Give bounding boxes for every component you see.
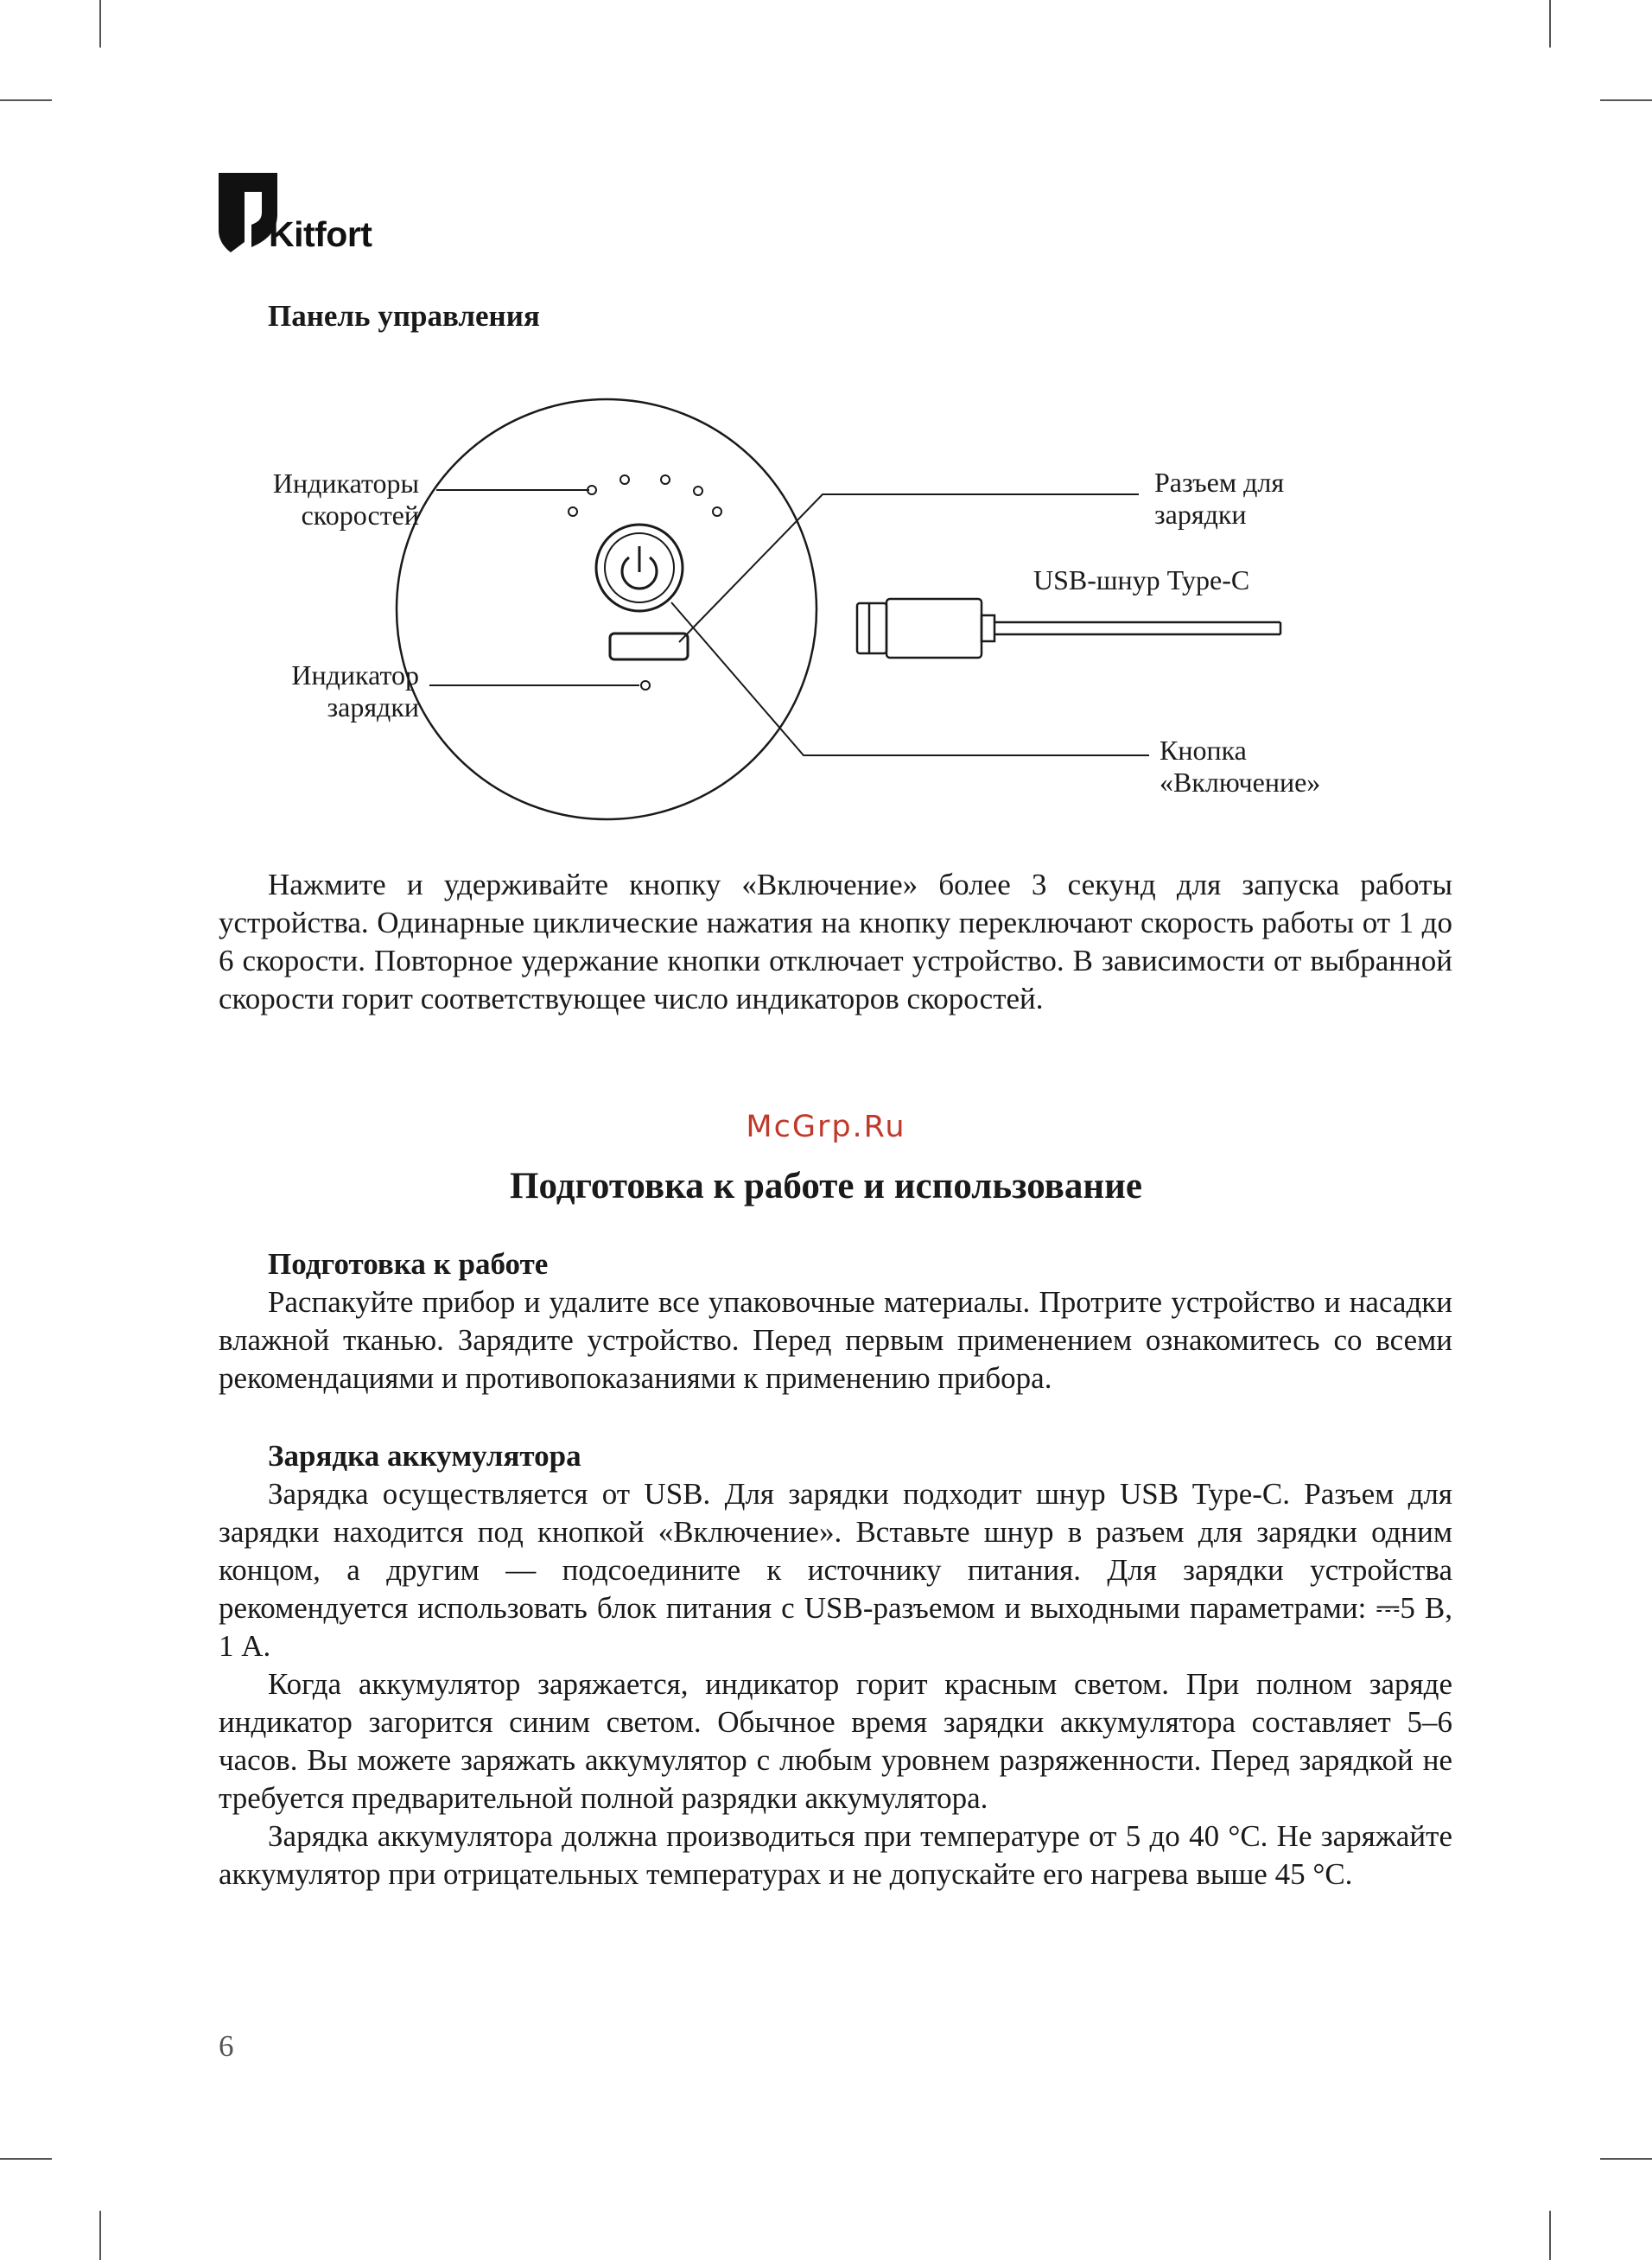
crop-mark	[99, 2211, 101, 2260]
panel-heading: Панель управления	[268, 299, 540, 333]
speed-led-icon	[713, 507, 721, 516]
speed-led-icon	[661, 475, 670, 484]
section-title: Подготовка к работе и использование	[510, 1166, 1142, 1206]
crop-mark	[1549, 2211, 1551, 2260]
charging-heading: Зарядка аккумулятора	[268, 1439, 581, 1473]
charging-paragraph-2: Когда аккумулятор заряжается, индикатор горит красным светом. При полном заряде индикатор загорится синим светом. Обычное время зарядки аккумулятора составляет 5–6 часов. Вы можете заряжать аккумулятор с любым уровнем разряженности. Перед зарядкой не требуется предварительной полной разрядки аккумулятора.	[219, 1667, 1452, 1815]
charge-port-icon	[610, 633, 688, 659]
speed-led-icon	[620, 475, 629, 484]
crop-mark	[1600, 2158, 1652, 2160]
prep-heading: Подготовка к работе	[268, 1247, 549, 1281]
label-usb-cable: USB-шнур Type-C	[1033, 564, 1250, 595]
charging-paragraph-1: Зарядка осуществляется от USB. Для зарядки подходит шнур USB Type-C. Разъем для зарядки находится под кнопкой «Включение». Вставьте шнур в разъем для зарядки одним концом, а другим — подсоедините к источнику питания. Для зарядки устройства рекомендуется использовать блок питания с USB-разъемом и выходными параметрами: ⎓5 В, 1 А.	[219, 1477, 1452, 1663]
prep-paragraph: Распакуйте прибор и удалите все упаковочные материалы. Протрите устройство и насадки влажной тканью. Зарядите устройство. Перед первым применением ознакомитесь со всеми рекомендациями и противопоказаниями к применению прибора.	[219, 1285, 1452, 1395]
charge-led-icon	[641, 681, 650, 690]
control-panel-diagram	[0, 0, 1652, 864]
label-charge-port: Разъем для зарядки	[1154, 467, 1285, 530]
device-body	[397, 399, 816, 819]
intro-paragraph: Нажмите и удерживайте кнопку «Включение» более 3 секунд для запуска работы устройства. Одинарные циклические нажатия на кнопку переключают скорость работы от 1 до 6 скорости. Повторное удержание кнопки отключает устройство. В зависимости от выбранной скорости горит соответствующее число индикаторов скоростей.	[219, 868, 1452, 1015]
crop-mark	[0, 2158, 52, 2160]
label-charge-indicator: Индикатор зарядки	[291, 659, 419, 723]
label-speed-indicators: Индикаторы скоростей	[272, 468, 419, 531]
label-power-button: Кнопка «Включение»	[1160, 735, 1321, 798]
charging-paragraph-3: Зарядка аккумулятора должна производиться при температуре от 5 до 40 °С. Не заряжайте аккумулятор при отрицательных температурах и не допускайте его нагрева выше 45 °С.	[219, 1819, 1452, 1891]
usb-cable-icon	[857, 599, 1280, 658]
watermark: McGrp.Ru	[746, 1110, 906, 1144]
speed-led-icon	[569, 507, 577, 516]
page-number: 6	[219, 2029, 234, 2063]
speed-led-icon	[694, 487, 702, 495]
brand-name: Kitfort	[269, 214, 372, 254]
